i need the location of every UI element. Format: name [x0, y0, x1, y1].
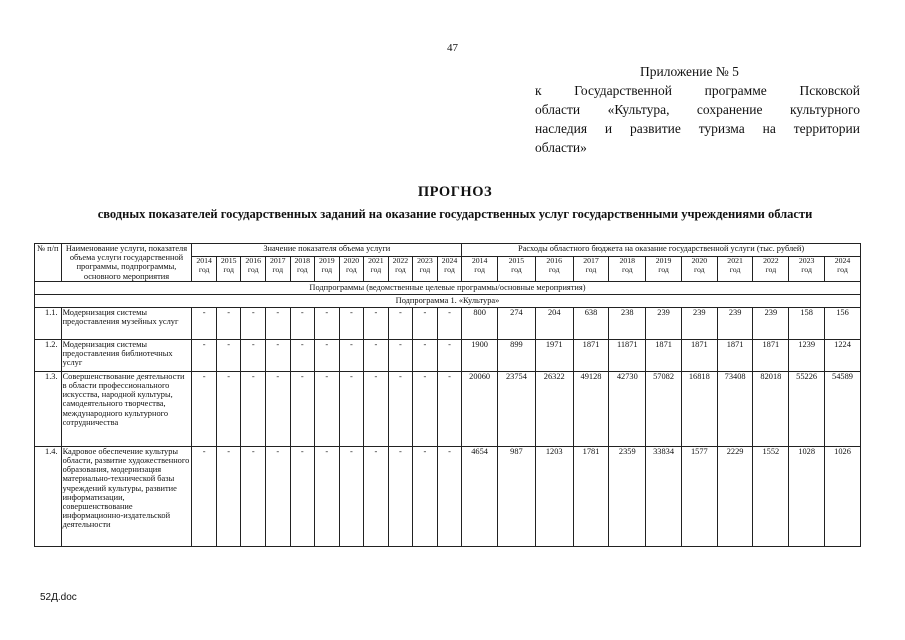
volume-value: - [339, 446, 364, 546]
expense-value: 4654 [462, 446, 498, 546]
document-title: ПРОГНОЗ [417, 184, 493, 200]
year-unit: год [511, 265, 522, 275]
volume-year-header [364, 257, 389, 281]
expense-value: 20060 [462, 371, 498, 446]
year-label: 2023 [798, 256, 815, 266]
expense-value: 800 [462, 307, 498, 339]
expense-value: 239 [717, 307, 753, 339]
expense-value: 1871 [681, 339, 717, 371]
volume-value: - [192, 339, 217, 371]
annex-line: наследия и развитие туризма на территории [535, 121, 860, 136]
volume-value: - [413, 339, 438, 371]
year-unit: год [223, 265, 235, 275]
subprogram-row: Подпрограмма 1. «Культура» [35, 294, 861, 307]
volume-value: - [241, 307, 266, 339]
volume-value: - [388, 339, 413, 371]
volume-value: - [315, 307, 340, 339]
year-unit: год [395, 265, 406, 275]
year-unit: год [474, 265, 485, 275]
volume-value: - [265, 339, 290, 371]
expense-value: 11871 [609, 339, 646, 371]
volume-value: - [413, 446, 438, 546]
expense-value: 1577 [681, 446, 717, 546]
volume-value: - [315, 446, 340, 546]
expense-value: 33834 [646, 446, 682, 546]
expense-value: 1871 [573, 339, 609, 371]
header-expense-group: Расходы областного бюджета на оказание государственной услуги (тыс. рублей) [462, 244, 861, 257]
annex-title: Приложение № 5 [640, 64, 739, 79]
volume-value: - [216, 339, 241, 371]
expense-value: 1239 [789, 339, 825, 371]
expense-year-header [825, 257, 861, 281]
expense-value: 23754 [498, 371, 536, 446]
year-unit: год [837, 265, 848, 275]
file-name: 52Д.doc [40, 592, 77, 603]
expense-value: 239 [646, 307, 682, 339]
year-label: 2014 [471, 256, 488, 266]
volume-value: - [216, 307, 241, 339]
volume-year-header [241, 257, 266, 281]
expense-value: 73408 [717, 371, 753, 446]
year-label: 2023 [417, 256, 433, 266]
volume-value: - [241, 371, 266, 446]
volume-value: - [216, 371, 241, 446]
expense-value: 54589 [825, 371, 861, 446]
page-number: 47 [447, 42, 458, 54]
expense-value: 55226 [789, 371, 825, 446]
year-unit: год [729, 265, 741, 275]
year-label: 2021 [727, 256, 743, 266]
volume-value: - [192, 446, 217, 546]
expense-year-header [789, 257, 825, 281]
year-label: 2015 [508, 256, 525, 266]
expense-value: 1871 [717, 339, 753, 371]
year-unit: год [694, 265, 705, 275]
volume-value: - [364, 446, 389, 546]
expense-value: 638 [573, 307, 609, 339]
row-name: Модернизация системы предоставления музейных услуг [61, 307, 192, 339]
volume-value: - [265, 307, 290, 339]
expense-value: 238 [609, 307, 646, 339]
expense-value: 899 [498, 339, 536, 371]
volume-value: - [364, 339, 389, 371]
year-label: 2021 [368, 256, 384, 266]
expense-year-header [462, 257, 498, 281]
year-label: 2020 [343, 256, 360, 266]
year-label: 2015 [220, 256, 237, 266]
row-name: Совершенствование деятельности в области профессионального искусства, народной культуры, самодеятельного творчества, международного культурного сотрудничества [61, 371, 192, 446]
year-unit: год [321, 265, 333, 275]
year-unit: год [621, 265, 633, 275]
row-name: Кадровое обеспечение культуры области, развитие художественного образования, модернизация материально-технической базы учреждений культуры, развитие информатизации, совершенствование информационно-издательской деятельности [61, 446, 192, 546]
annex-line: области «Культура, сохранение культурного [535, 102, 860, 117]
row-number: 1.1. [35, 307, 62, 339]
table-row [35, 307, 861, 339]
annex-line: области» [535, 140, 587, 155]
year-label: 2022 [392, 256, 409, 266]
volume-value: - [364, 307, 389, 339]
volume-value: - [192, 307, 217, 339]
expense-value: 42730 [609, 371, 646, 446]
volume-value: - [290, 307, 315, 339]
year-label: 2022 [763, 256, 779, 266]
volume-value: - [413, 307, 438, 339]
year-label: 2019 [655, 256, 672, 266]
volume-year-header [437, 257, 462, 281]
row-number: 1.2. [35, 339, 62, 371]
volume-value: - [413, 371, 438, 446]
expense-year-header [681, 257, 717, 281]
year-label: 2017 [583, 256, 599, 266]
year-unit: год [444, 265, 455, 275]
expense-value: 158 [789, 307, 825, 339]
document-heading [30, 184, 880, 222]
volume-year-header [290, 257, 315, 281]
volume-value: - [216, 446, 241, 546]
expense-value: 1781 [573, 446, 609, 546]
year-unit: год [548, 265, 560, 275]
volume-value: - [290, 446, 315, 546]
year-unit: год [765, 265, 777, 275]
volume-year-header [192, 257, 217, 281]
year-unit: год [801, 265, 812, 275]
volume-value: - [265, 371, 290, 446]
year-unit: год [247, 265, 259, 275]
row-number: 1.4. [35, 446, 62, 546]
volume-value: - [437, 446, 462, 546]
expense-value: 1224 [825, 339, 861, 371]
year-label: 2024 [834, 256, 851, 266]
expense-value: 239 [681, 307, 717, 339]
annex-block [535, 62, 860, 157]
volume-value: - [364, 371, 389, 446]
expense-value: 156 [825, 307, 861, 339]
year-unit: год [419, 265, 431, 275]
expense-value: 987 [498, 446, 536, 546]
header-volume-group: Значение показателя объема услуги [192, 244, 462, 257]
year-label: 2018 [294, 256, 311, 266]
volume-value: - [241, 339, 266, 371]
expense-value: 1900 [462, 339, 498, 371]
expense-year-header [646, 257, 682, 281]
expense-year-header [753, 257, 789, 281]
expense-value: 1871 [646, 339, 682, 371]
expense-value: 1026 [825, 446, 861, 546]
expense-value: 1971 [535, 339, 573, 371]
expense-year-header [609, 257, 646, 281]
expense-year-header [535, 257, 573, 281]
year-label: 2014 [196, 256, 212, 266]
year-unit: год [585, 265, 597, 275]
expense-value: 1028 [789, 446, 825, 546]
year-label: 2019 [319, 256, 335, 266]
year-label: 2020 [691, 256, 708, 266]
expense-value: 2229 [717, 446, 753, 546]
volume-value: - [290, 371, 315, 446]
expense-value: 1871 [753, 339, 789, 371]
table-row [35, 446, 861, 546]
section-row: Подпрограммы (ведомственные целевые программы/основные мероприятия) [35, 281, 861, 294]
volume-value: - [315, 339, 340, 371]
volume-year-header [388, 257, 413, 281]
year-unit: год [658, 265, 669, 275]
table-row [35, 339, 861, 371]
volume-value: - [339, 371, 364, 446]
volume-value: - [437, 307, 462, 339]
expense-value: 2359 [609, 446, 646, 546]
year-label: 2016 [546, 256, 563, 266]
year-label: 2017 [269, 256, 286, 266]
expense-value: 239 [753, 307, 789, 339]
volume-value: - [339, 307, 364, 339]
volume-value: - [339, 339, 364, 371]
year-label: 2018 [619, 256, 636, 266]
volume-year-header [216, 257, 241, 281]
year-unit: год [272, 265, 284, 275]
annex-line: к Государственной программе Псковской [535, 83, 860, 98]
expense-year-header [573, 257, 609, 281]
year-unit: год [346, 265, 357, 275]
header-number: № п/п [35, 244, 62, 282]
expense-value: 26322 [535, 371, 573, 446]
volume-value: - [241, 446, 266, 546]
volume-value: - [388, 446, 413, 546]
volume-value: - [388, 307, 413, 339]
forecast-table [34, 243, 861, 547]
document-subtitle: сводных показателей государственных заданий на оказание государственных услуг государственными учреждениями области [97, 207, 813, 221]
expense-value: 204 [535, 307, 573, 339]
volume-value: - [315, 371, 340, 446]
volume-value: - [265, 446, 290, 546]
volume-value: - [290, 339, 315, 371]
year-unit: год [198, 265, 210, 275]
row-name: Модернизация системы предоставления библиотечных услуг [61, 339, 192, 371]
expense-value: 49128 [573, 371, 609, 446]
year-unit: год [370, 265, 382, 275]
expense-value: 1552 [753, 446, 789, 546]
expense-value: 82018 [753, 371, 789, 446]
volume-value: - [437, 339, 462, 371]
expense-value: 16818 [681, 371, 717, 446]
expense-value: 1203 [535, 446, 573, 546]
volume-year-header [315, 257, 340, 281]
expense-value: 274 [498, 307, 536, 339]
volume-year-header [265, 257, 290, 281]
header-name: Наименование услуги, показателя объема услуги государственной программы, подпрограммы, основного мероприятия [61, 244, 192, 282]
volume-year-header [339, 257, 364, 281]
volume-value: - [388, 371, 413, 446]
year-label: 2016 [245, 256, 262, 266]
table-row [35, 371, 861, 446]
expense-year-header [717, 257, 753, 281]
expense-year-header [498, 257, 536, 281]
year-unit: год [296, 265, 308, 275]
row-number: 1.3. [35, 371, 62, 446]
volume-value: - [192, 371, 217, 446]
volume-year-header [413, 257, 438, 281]
year-label: 2024 [441, 256, 458, 266]
expense-value: 57082 [646, 371, 682, 446]
volume-value: - [437, 371, 462, 446]
